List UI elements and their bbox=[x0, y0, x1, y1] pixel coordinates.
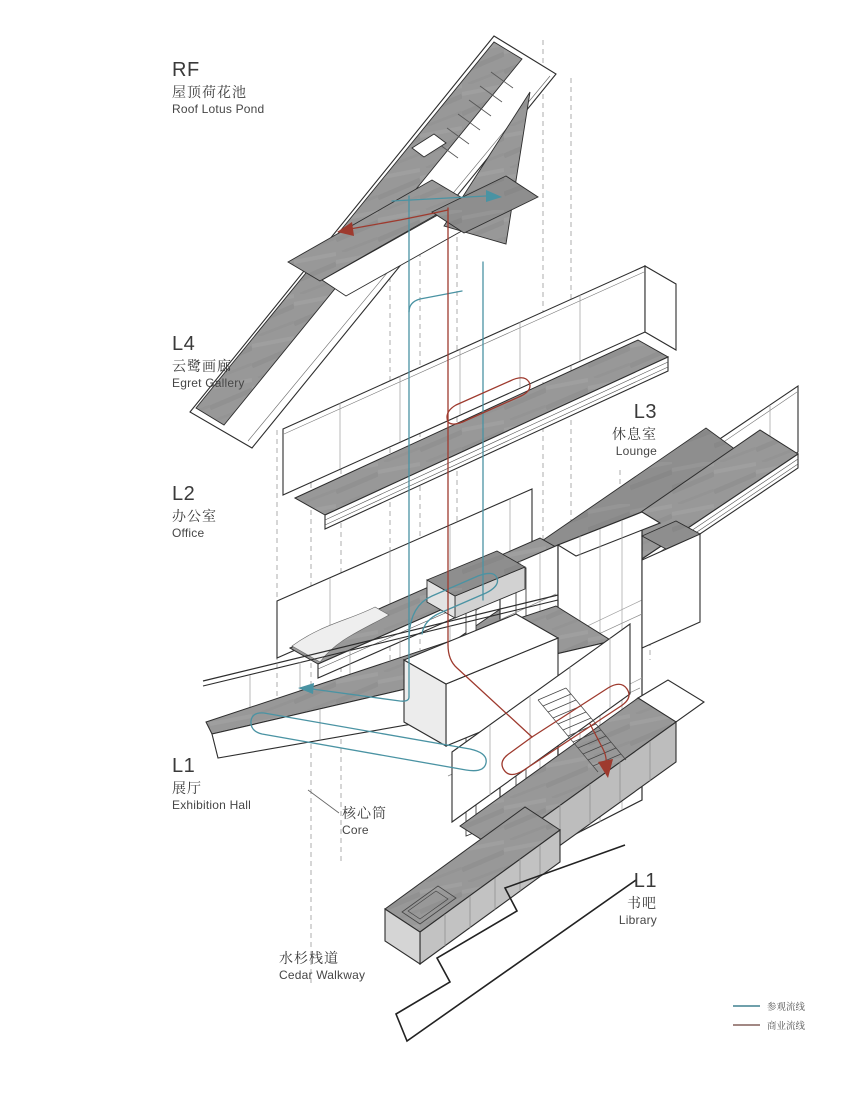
label-l3-en: Lounge bbox=[615, 444, 657, 458]
label-cedar-walkway-en: Cedar Walkway bbox=[279, 968, 366, 982]
label-core bbox=[342, 806, 387, 836]
label-l1-exhibition-level: L1 bbox=[172, 755, 196, 777]
label-l1-exhibition-en: Exhibition Hall bbox=[172, 798, 252, 812]
label-l1-exhibition-zh: 展厅 bbox=[172, 780, 202, 796]
label-l2-zh: 办公室 bbox=[172, 508, 217, 524]
cedar-walkway bbox=[385, 807, 636, 1041]
label-rf-level: RF bbox=[172, 59, 200, 81]
label-l1-exhibition bbox=[172, 756, 251, 811]
label-l4 bbox=[172, 334, 245, 389]
label-core-zh: 核心筒 bbox=[342, 805, 387, 821]
label-l3-zh: 休息室 bbox=[612, 426, 657, 442]
label-l1-library-zh: 书吧 bbox=[627, 895, 657, 911]
legend-commercial-label: 商业流线 bbox=[767, 1020, 806, 1032]
label-l2-level: L2 bbox=[172, 483, 196, 505]
label-l4-level: L4 bbox=[172, 333, 196, 355]
label-core-en: Core bbox=[342, 823, 369, 837]
legend-item-commercial bbox=[733, 1015, 805, 1034]
label-l2-en: Office bbox=[172, 526, 205, 540]
label-rf bbox=[172, 60, 264, 115]
label-l1-library-en: Library bbox=[618, 913, 657, 927]
label-cedar-walkway-zh: 水杉栈道 bbox=[279, 950, 339, 966]
label-l3 bbox=[612, 402, 657, 457]
label-rf-en: Roof Lotus Pond bbox=[172, 102, 265, 116]
label-l2 bbox=[172, 484, 217, 539]
legend-visitor-label: 参观流线 bbox=[767, 1001, 806, 1013]
label-l4-en: Egret Gallery bbox=[172, 376, 245, 390]
label-l3-level: L3 bbox=[633, 401, 657, 423]
label-rf-zh: 屋顶荷花池 bbox=[172, 84, 247, 100]
visitor-route-swatch bbox=[733, 1005, 760, 1007]
label-l4-zh: 云鹭画廊 bbox=[172, 358, 232, 374]
core-leader-line bbox=[308, 790, 339, 813]
label-l1-library-level: L1 bbox=[633, 870, 657, 892]
legend-item-visitor bbox=[733, 996, 805, 1015]
commercial-route-swatch bbox=[733, 1024, 760, 1026]
label-l1-library bbox=[619, 871, 657, 926]
label-cedar-walkway bbox=[279, 951, 365, 981]
legend bbox=[733, 996, 805, 1034]
